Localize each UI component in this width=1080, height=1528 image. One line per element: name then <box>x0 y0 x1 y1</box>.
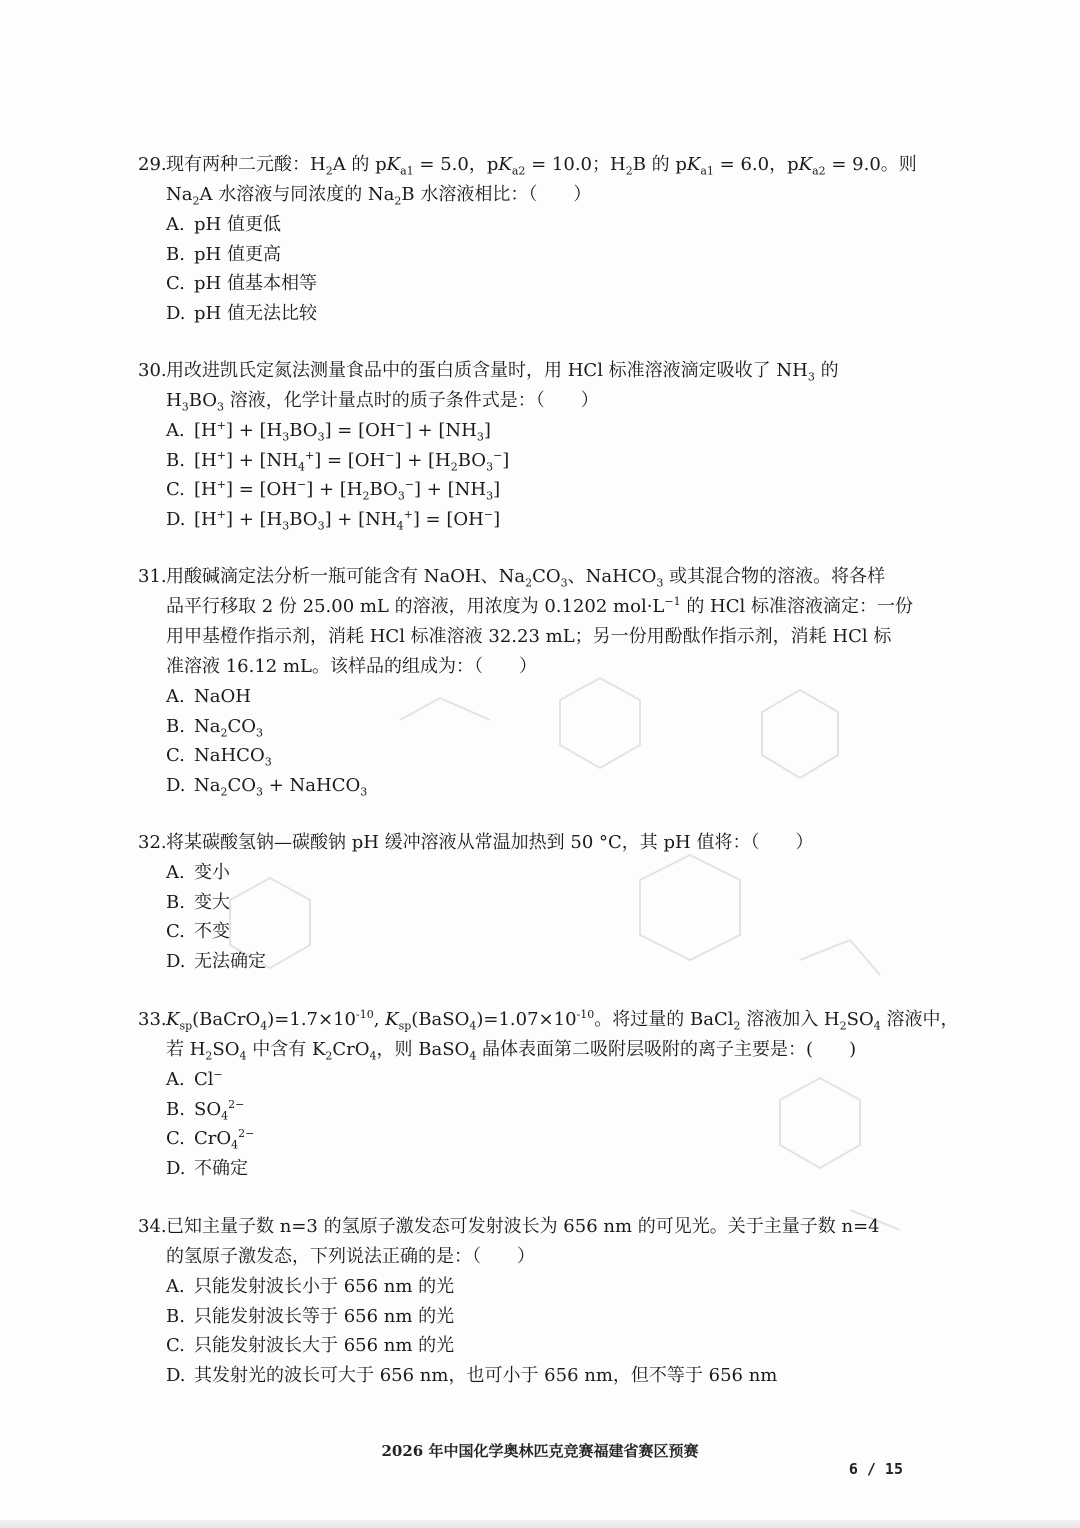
question-text: 将某碳酸氢钠—碳酸钠 pH 缓冲溶液从常温加热到 50 °C，其 pH 值将：（ ） <box>166 832 814 853</box>
question-number: 30. <box>138 360 167 381</box>
option-b[interactable] <box>138 712 918 742</box>
option-d[interactable] <box>138 299 918 329</box>
question-number: 33. <box>138 1009 167 1030</box>
question-text: 用甲基橙作指示剂，消耗 HCl 标准溶液 32.23 mL；另一份用酚酞作指示剂，消耗 HCl 标 <box>166 626 892 647</box>
option-letter: D. <box>166 508 186 530</box>
question-text: 用酸碱滴定法分析一瓶可能含有 NaOH、$Na_2CO_3$、NaHCO$_3$ 或其混合物的溶液。将各样 <box>166 566 886 590</box>
option-a[interactable] <box>138 682 918 712</box>
scan-edge <box>0 1520 1080 1528</box>
option-a[interactable] <box>138 858 918 888</box>
question-text: 用改进凯氏定氮法测量食品中的蛋白质含量时，用 HCl 标准溶液滴定吸收了 $NH_3$ 的 <box>166 360 839 384</box>
option-letter: C. <box>166 479 185 500</box>
option-c[interactable] <box>138 269 918 299</box>
option-text: NaOH <box>194 686 251 707</box>
option-letter: C. <box>166 1335 185 1356</box>
question-number: 29. <box>138 154 167 175</box>
question-stem-line <box>138 1212 918 1242</box>
option-c[interactable] <box>138 917 918 947</box>
option-text: $SO_4^{2-}$ <box>194 1097 245 1123</box>
option-letter: A. <box>166 686 185 707</box>
question-stem-line <box>138 828 918 858</box>
option-d[interactable] <box>138 771 918 801</box>
option-d[interactable] <box>138 1361 918 1391</box>
option-text: NaHCO$_3$ <box>194 745 272 769</box>
option-text: 只能发射波长大于 656 nm 的光 <box>194 1335 455 1356</box>
option-text: 变小 <box>194 862 230 883</box>
option-letter: A. <box>166 420 185 441</box>
option-letter: A. <box>166 214 185 235</box>
option-letter: B. <box>166 449 185 471</box>
question-stem-line <box>138 1005 959 1035</box>
option-letter: D. <box>166 950 186 972</box>
option-letter: B. <box>166 891 185 913</box>
option-letter: D. <box>166 302 186 324</box>
question-text: $Na_2A$ 水溶液与同浓度的 $Na_2B$ 水溶液相比：（ ） <box>166 184 592 208</box>
option-text: 其发射光的波长可大于 656 nm，也可小于 656 nm，但不等于 656 nm <box>194 1364 778 1386</box>
option-text: 变大 <box>194 891 230 913</box>
option-letter: A. <box>166 862 185 883</box>
question-stem-line <box>138 356 918 386</box>
question-30 <box>138 356 918 534</box>
question-stem-line <box>138 562 918 592</box>
option-d[interactable] <box>138 947 918 977</box>
option-text: 不确定 <box>194 1157 248 1179</box>
option-d[interactable] <box>138 1154 918 1184</box>
option-text: CrO$_4^{2-}$ <box>194 1127 255 1152</box>
option-text: 不变 <box>194 921 230 942</box>
option-text: 无法确定 <box>194 950 266 972</box>
question-34 <box>138 1212 918 1390</box>
question-31 <box>138 562 918 800</box>
option-b[interactable] <box>138 446 918 476</box>
option-text: $[H^+] + [H_3BO_3] + [NH_4^+] = [OH^-]$ <box>194 507 501 533</box>
footer-title: 2026 年中国化学奥林匹克竞赛福建省赛区预赛 <box>381 1442 699 1460</box>
question-text: 的氢原子激发态，下列说法正确的是：（ ） <box>166 1246 535 1267</box>
option-text: $[H^+] + [NH_4^+] = [OH^-] + [H_2BO_3^-]$ <box>194 448 510 474</box>
option-b[interactable] <box>138 240 918 270</box>
option-letter: A. <box>166 1276 185 1297</box>
option-b[interactable] <box>138 1302 918 1332</box>
option-c[interactable] <box>138 1331 918 1361</box>
question-number: 31. <box>138 566 167 587</box>
option-letter: C. <box>166 273 185 294</box>
option-c[interactable] <box>138 741 918 771</box>
option-a[interactable] <box>138 1272 918 1302</box>
question-text: 现有两种二元酸：$H_2A$ 的 $pK_{a1} = 5.0$，$pK_{a2} = 10.0$；$H_2B$ 的 $pK_{a1} = 6.0$，$pK_{a2} = 9.0$。则 <box>166 154 917 178</box>
question-text: 若 $H_2SO_4$ 中含有 $K_2CrO_4$，则 BaSO$_4$ 晶体表面第二吸附层吸附的离子主要是：( ) <box>166 1039 857 1063</box>
question-text: 准溶液 16.12 mL。该样品的组成为：（ ） <box>166 656 537 677</box>
question-stem-line <box>138 150 918 180</box>
option-text: pH 值无法比较 <box>194 302 317 324</box>
option-b[interactable] <box>138 888 918 918</box>
question-32 <box>138 828 918 976</box>
question-text: $K_{sp}(BaCrO_4)=1.7\times 10^{-10}$, $K_{sp}(BaSO_4)=1.07\times 10^{-10}$。将过量的 BaCl$_2$ 溶液加入 $H_2SO_4$ 溶液中， <box>166 1008 959 1033</box>
option-letter: B. <box>166 243 185 265</box>
question-number: 34. <box>138 1216 167 1237</box>
option-a[interactable] <box>138 416 918 446</box>
option-letter: B. <box>166 1305 185 1327</box>
option-a[interactable] <box>138 1065 918 1095</box>
question-29 <box>138 150 918 328</box>
option-letter: C. <box>166 921 185 942</box>
option-letter: D. <box>166 1364 186 1386</box>
option-letter: C. <box>166 745 185 766</box>
option-text: Cl− <box>194 1068 223 1090</box>
page-number: 6 / 15 <box>848 1460 903 1478</box>
option-text: pH 值更高 <box>194 243 281 265</box>
option-letter: B. <box>166 1098 185 1120</box>
option-text: $Na_2CO_3$ + NaHCO$_3$ <box>194 774 368 799</box>
option-text: $[H^+] = [OH^-] + [H_2BO_3^-] + [NH_3]$ <box>194 478 501 503</box>
option-text: $[H^+] + [H_3BO_3] = [OH^-] + [NH_3]$ <box>194 419 491 444</box>
option-a[interactable] <box>138 210 918 240</box>
question-text: $H_3BO_3$ 溶液，化学计量点时的质子条件式是：（ ） <box>166 390 599 414</box>
option-b[interactable] <box>138 1095 918 1125</box>
question-number: 32. <box>138 832 167 853</box>
option-text: 只能发射波长小于 656 nm 的光 <box>194 1276 455 1297</box>
option-text: 只能发射波长等于 656 nm 的光 <box>194 1305 455 1327</box>
option-text: pH 值基本相等 <box>194 273 317 294</box>
option-letter: D. <box>166 1157 186 1179</box>
option-d[interactable] <box>138 505 918 535</box>
option-letter: A. <box>166 1069 185 1090</box>
option-c[interactable] <box>138 475 918 505</box>
option-letter: B. <box>166 715 185 737</box>
option-text: $Na_2CO_3$ <box>194 715 264 740</box>
option-letter: C. <box>166 1128 185 1149</box>
option-text: pH 值更低 <box>194 214 281 235</box>
question-33 <box>138 1005 959 1183</box>
question-text: 品平行移取 2 份 25.00 mL 的溶液，用浓度为 0.1202 $mol\cdot L^{-1}$ 的 HCl 标准溶液滴定：一份 <box>166 595 913 617</box>
option-letter: D. <box>166 774 186 796</box>
question-text: 已知主量子数 n=3 的氢原子激发态可发射波长为 656 nm 的可见光。关于主量子数 n=4 <box>166 1216 880 1237</box>
option-c[interactable] <box>138 1124 918 1154</box>
